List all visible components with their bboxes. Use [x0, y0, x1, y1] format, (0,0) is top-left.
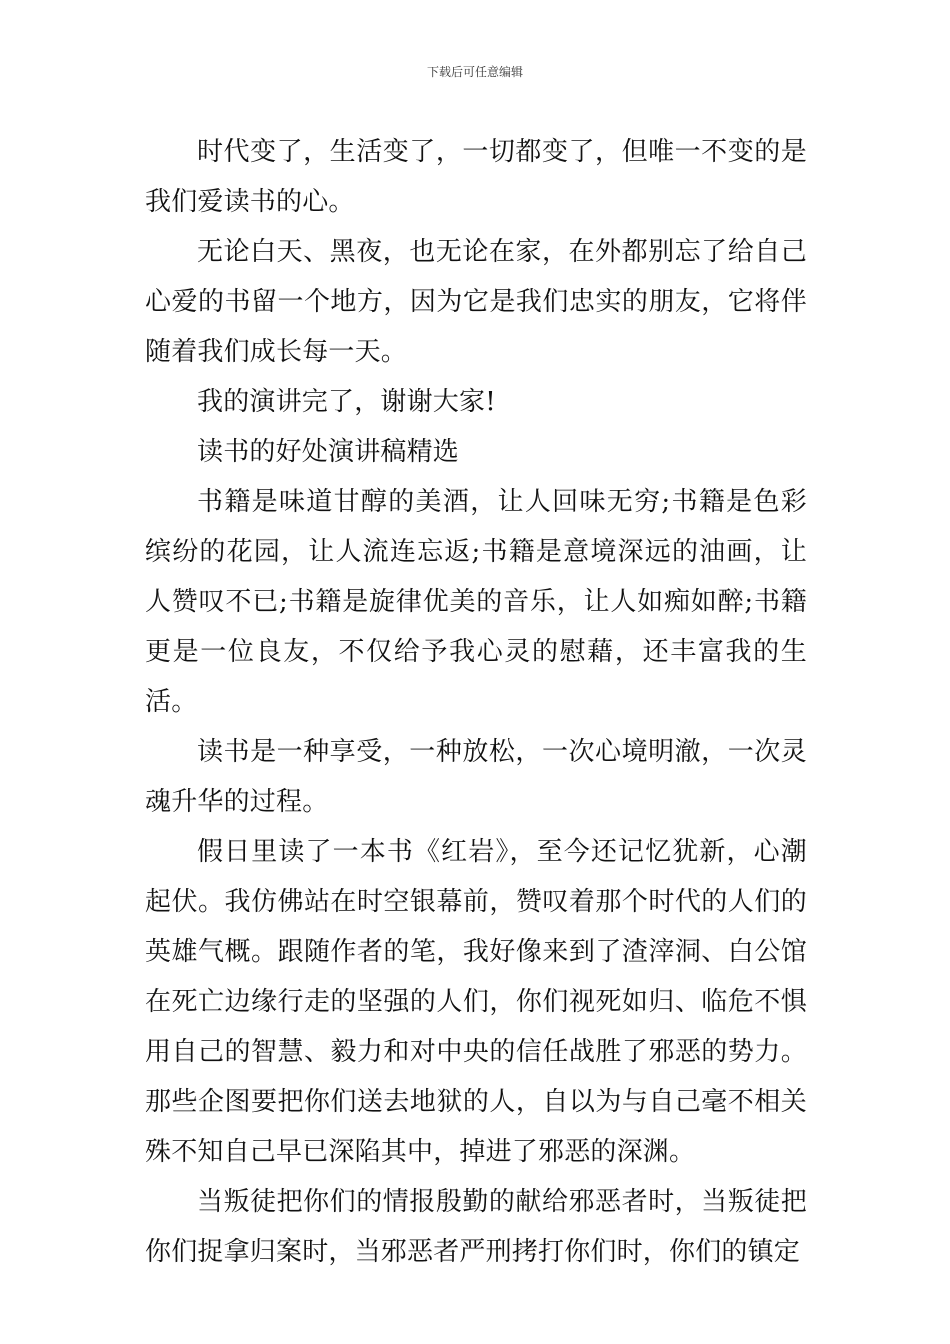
section-heading: 读书的好处演讲稿精选	[197, 437, 460, 467]
paragraph-7: 假日里读了一本书《红岩》，至今还记忆犹新，心潮起伏。我仿佛站在时空银幕前，赞叹着那个时代的人们的英雄气概。跟随作者的笔，我好像来到了渣滓洞、白公馆在死亡边缘行走的坚强的人们，你们视死如归、临危不惧用自己的智慧、毅力和对中央的信任战胜了邪恶的势力。那些企图要把你们送去地狱的人，自以为与自己毫不相关殊不知自己早已深陷其中，掉进了邪恶的深渊。	[145, 837, 807, 1167]
paragraph-1: 时代变了，生活变了，一切都变了，但唯一不变的是我们爱读书的心。	[145, 137, 807, 217]
paragraph-8: 当叛徒把你们的情报殷勤的献给邪恶者时，当叛徒把你们捉拿归案时，当邪恶者严刑拷打你们时，你们的镇定	[145, 1187, 807, 1267]
paragraph-3: 我的演讲完了，谢谢大家!	[197, 387, 496, 417]
paragraph-5: 书籍是味道甘醇的美酒，让人回味无穷;书籍是色彩缤纷的花园，让人流连忘返;书籍是意境深远的油画，让人赞叹不已;书籍是旋律优美的音乐，让人如痴如醉;书籍更是一位良友，不仅给予我心灵的慰藉，还丰富我的生活。	[145, 487, 807, 717]
paragraph-2: 无论白天、黑夜，也无论在家，在外都别忘了给自己心爱的书留一个地方，因为它是我们忠实的朋友，它将伴随着我们成长每一天。	[145, 237, 807, 367]
paragraph-6: 读书是一种享受，一种放松，一次心境明澈，一次灵魂升华的过程。	[145, 737, 807, 817]
document-body	[145, 127, 807, 1277]
page-header-note: 下载后可任意编辑	[426, 65, 523, 79]
